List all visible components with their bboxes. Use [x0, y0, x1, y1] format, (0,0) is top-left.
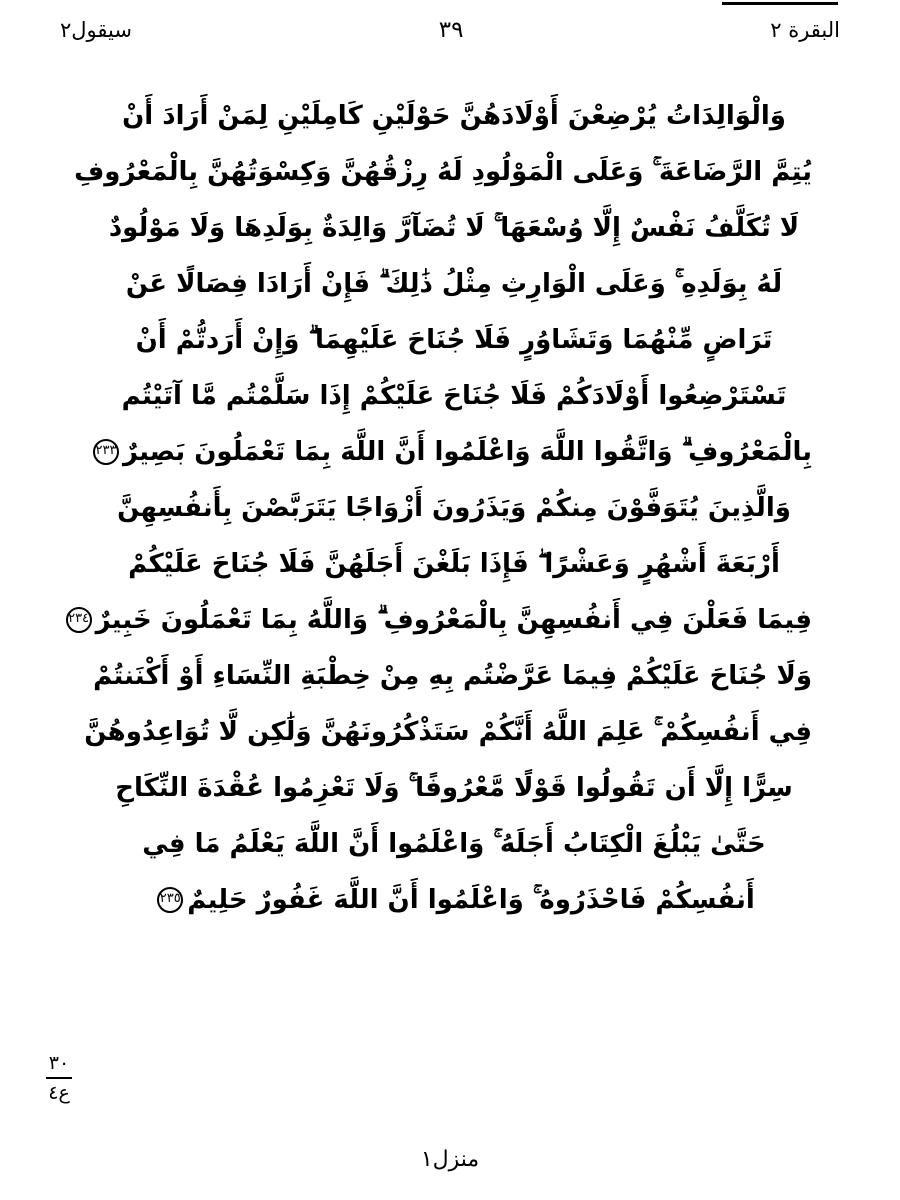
quran-line: أَرْبَعَةَ أَشْهُرٍ وَعَشْرًا ۖ فَإِذَا بَلَغْنَ أَجَلَهُنَّ فَلَا جُنَاحَ عَلَيْكُمْ: [128, 549, 780, 579]
quran-line: سِرًّا إِلَّا أَن تَقُولُوا قَوْلًا مَّعْرُوفًا ۚ وَلَا تَعْزِمُوا عُقْدَةَ النِّكَاحِ: [115, 773, 793, 803]
page-header: [60, 10, 840, 50]
margin-mark-top: ٣٠: [48, 1052, 70, 1074]
surah-label: البقرة ٢: [770, 17, 840, 42]
quran-line-text: أَنفُسِكُمْ فَاحْذَرُوهُ ۚ وَاعْلَمُوا أَنَّ اللَّهَ غَفُورٌ حَلِيمٌ: [187, 885, 755, 915]
aya-number-marker: ٢٣٣: [93, 439, 119, 465]
quran-text-block: [68, 88, 812, 928]
quran-line: تَرَاضٍ مِّنْهُمَا وَتَشَاوُرٍ فَلَا جُنَاحَ عَلَيْهِمَا ۗ وَإِنْ أَرَدتُّمْ أَنْ: [135, 325, 773, 355]
juz-label: سيقول٢: [60, 17, 132, 42]
quran-line: لَهُ بِوَلَدِهِ ۚ وَعَلَى الْوَارِثِ مِثْلُ ذَٰلِكَ ۗ فَإِنْ أَرَادَا فِصَالًا عَنْ: [125, 269, 783, 299]
quran-line: حَتَّىٰ يَبْلُغَ الْكِتَابُ أَجَلَهُ ۚ وَاعْلَمُوا أَنَّ اللَّهَ يَعْلَمُ مَا فِي: [142, 829, 766, 859]
aya-number-marker: ٢٣٥: [157, 887, 183, 913]
quran-line-text: فِيمَا فَعَلْنَ فِي أَنفُسِهِنَّ بِالْمَعْرُوفِ ۗ وَاللَّهُ بِمَا تَعْمَلُونَ خَبِيرٌ: [95, 605, 812, 635]
quran-line: وَالَّذِينَ يُتَوَفَّوْنَ مِنكُمْ وَيَذَرُونَ أَزْوَاجًا يَتَرَبَّصْنَ بِأَنفُسِهِنَّ: [117, 493, 791, 523]
quran-line-text: بِالْمَعْرُوفِ ۗ وَاتَّقُوا اللَّهَ وَاعْلَمُوا أَنَّ اللَّهَ بِمَا تَعْمَلُونَ بَصِيرٌ: [122, 437, 812, 467]
quran-line: وَلَا جُنَاحَ عَلَيْكُمْ فِيمَا عَرَّضْتُم بِهِ مِنْ خِطْبَةِ النِّسَاءِ أَوْ أَكْنَنتُمْ: [93, 661, 812, 691]
quran-line: يُتِمَّ الرَّضَاعَةَ ۚ وَعَلَى الْمَوْلُودِ لَهُ رِزْقُهُنَّ وَكِسْوَتُهُنَّ بِالْمَعْرُوفِ: [74, 157, 812, 187]
quran-line: تَسْتَرْضِعُوا أَوْلَادَكُمْ فَلَا جُنَاحَ عَلَيْكُمْ إِذَا سَلَّمْتُم مَّا آتَيْتُم: [121, 381, 787, 411]
quran-line-with-aya-mark: [68, 592, 812, 648]
quran-line: لَا تُكَلَّفُ نَفْسٌ إِلَّا وُسْعَهَا ۚ لَا تُضَآرَّ وَالِدَةٌ بِوَلَدِهَا وَلَا مَوْلُودٌ: [108, 213, 800, 243]
quran-line: فِي أَنفُسِكُمْ ۚ عَلِمَ اللَّهُ أَنَّكُمْ سَتَذْكُرُونَهُنَّ وَلَٰكِن لَّا تُوَاعِدُوهُنَّ: [84, 717, 812, 747]
page-number: ٣٩: [438, 16, 464, 43]
page-footer: منزل١: [420, 1147, 480, 1172]
margin-mark-rule: [46, 1077, 72, 1079]
quran-line: وَالْوَالِدَاتُ يُرْضِعْنَ أَوْلَادَهُنَّ حَوْلَيْنِ كَامِلَيْنِ لِمَنْ أَرَادَ أَنْ: [122, 101, 786, 131]
margin-mark-bottom: ع٤: [48, 1082, 70, 1104]
quran-line-with-aya-mark: [96, 424, 812, 480]
quran-line-with-aya-mark: [96, 872, 812, 928]
aya-number-marker: ٢٣٤: [66, 607, 92, 633]
margin-ruku-mark: [42, 1052, 76, 1104]
header-rule: [722, 2, 838, 5]
